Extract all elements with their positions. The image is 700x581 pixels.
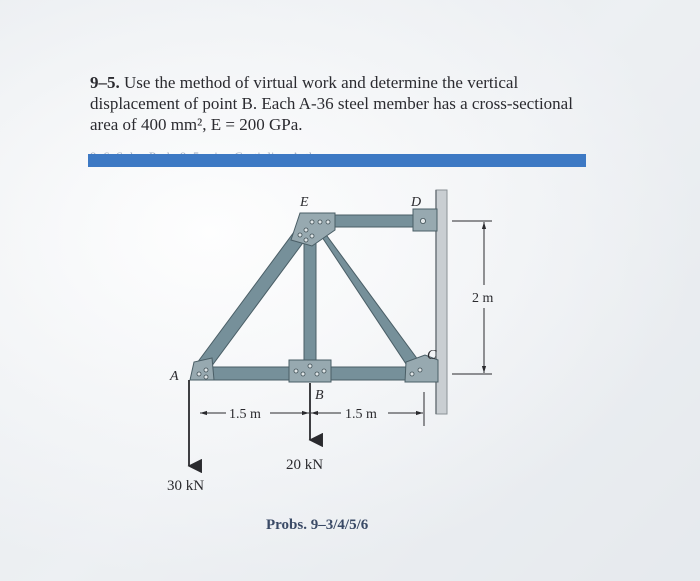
gusset-a — [190, 358, 214, 380]
label-c: C — [427, 348, 437, 363]
member-eb — [304, 228, 316, 368]
label-a: A — [170, 369, 179, 384]
load-label-a: 30 kN — [167, 478, 205, 494]
dim-label-height: 2 m — [472, 291, 494, 306]
member-ec — [316, 228, 424, 376]
member-ae — [197, 228, 308, 371]
label-b: B — [315, 388, 324, 403]
dim-label-left: 1.5 m — [229, 407, 261, 422]
label-e: E — [300, 195, 309, 210]
problem-text: Use the method of virtual work and determine the vertical displacement of point B. Each A-36 steel member has a cross-sectional area of 400 mm², E = 200 GPa. — [90, 73, 573, 134]
label-d: D — [411, 195, 422, 210]
figure-caption: Probs. 9–3/4/5/6 — [266, 517, 369, 533]
dim-label-right: 1.5 m — [345, 407, 377, 422]
problem-number: 9–5. — [90, 73, 120, 92]
load-label-b: 20 kN — [286, 457, 324, 473]
